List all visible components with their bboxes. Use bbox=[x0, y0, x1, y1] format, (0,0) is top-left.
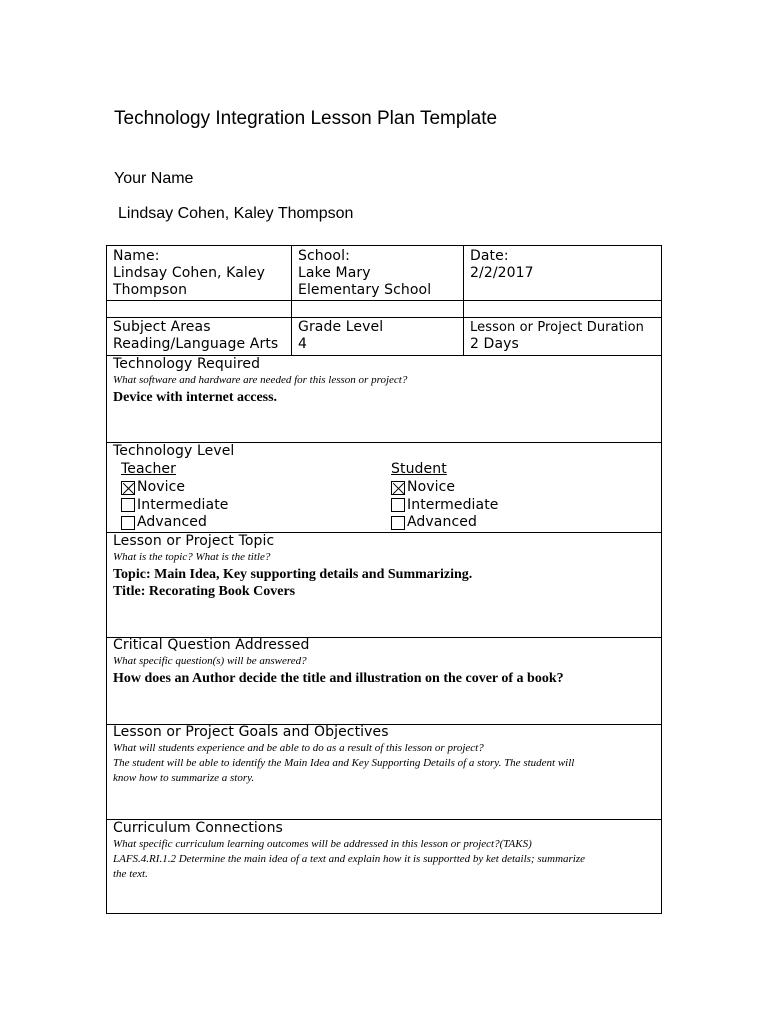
name-label: Name: bbox=[113, 248, 160, 264]
option-label: Advanced bbox=[407, 514, 477, 531]
curriculum-answer-line1: LAFS.4.RI.1.2 Determine the main idea of a text and explain how it is supportted by ket details; summarize bbox=[113, 853, 586, 865]
lesson-plan-table bbox=[106, 245, 662, 914]
curriculum-heading: Curriculum Connections bbox=[113, 820, 283, 836]
student-option-novice[interactable] bbox=[391, 479, 591, 497]
option-label: Intermediate bbox=[137, 496, 229, 513]
critical-question-section bbox=[113, 637, 658, 687]
name-value-line1: Lindsay Cohen, Kaley bbox=[113, 265, 265, 281]
checkbox-icon[interactable] bbox=[391, 498, 405, 512]
school-cell bbox=[298, 248, 460, 299]
teacher-label: Teacher bbox=[121, 461, 177, 477]
page-title: Technology Integration Lesson Plan Template bbox=[114, 108, 498, 129]
goals-answer-line1: The student will be able to identify the Main Idea and Key Supporting Details of a story. The student will bbox=[113, 757, 575, 769]
duration-cell bbox=[470, 319, 660, 353]
topic-section bbox=[113, 533, 653, 600]
teacher-option-advanced[interactable] bbox=[121, 514, 321, 532]
student-option-advanced[interactable] bbox=[391, 514, 591, 532]
goals-hint: What will students experience and be able to do as a result of this lesson or project? bbox=[113, 742, 484, 754]
student-option-intermediate[interactable] bbox=[391, 497, 591, 515]
subject-cell bbox=[113, 319, 289, 353]
subject-label: Subject Areas bbox=[113, 319, 211, 335]
technology-required-heading: Technology Required bbox=[113, 356, 261, 372]
date-label: Date: bbox=[470, 248, 509, 264]
curriculum-section bbox=[113, 820, 658, 882]
technology-level-section bbox=[113, 443, 653, 460]
technology-level-heading: Technology Level bbox=[113, 443, 235, 459]
curriculum-answer-line2: the text. bbox=[113, 868, 148, 880]
technology-required-hint: What software and hardware are needed for this lesson or project? bbox=[113, 374, 408, 386]
duration-label: Lesson or Project Duration bbox=[470, 320, 644, 335]
name-cell bbox=[113, 248, 288, 299]
critical-question-answer: How does an Author decide the title and illustration on the cover of a book? bbox=[113, 671, 564, 686]
option-label: Novice bbox=[407, 479, 456, 496]
name-value-line2: Thompson bbox=[113, 282, 188, 298]
student-level-group bbox=[391, 461, 591, 532]
date-cell bbox=[470, 248, 660, 282]
school-label: School: bbox=[298, 248, 350, 264]
topic-answer-line1: Topic: Main Idea, Key supporting details and Summarizing. bbox=[113, 567, 473, 582]
student-label: Student bbox=[391, 461, 447, 477]
goals-answer-line2: know how to summarize a story. bbox=[113, 772, 255, 784]
names-value: Lindsay Cohen, Kaley Thompson bbox=[118, 205, 354, 222]
teacher-option-intermediate[interactable] bbox=[121, 497, 321, 515]
checked-checkbox-icon[interactable] bbox=[121, 481, 135, 495]
topic-hint: What is the topic? What is the title? bbox=[113, 551, 271, 563]
subject-value: Reading/Language Arts bbox=[113, 336, 279, 352]
option-label: Advanced bbox=[137, 514, 207, 531]
school-value-line1: Lake Mary bbox=[298, 265, 371, 281]
goals-heading: Lesson or Project Goals and Objectives bbox=[113, 724, 389, 740]
duration-value: 2 Days bbox=[470, 336, 519, 352]
grade-label: Grade Level bbox=[298, 319, 384, 335]
technology-required-section bbox=[113, 356, 653, 406]
checkbox-icon[interactable] bbox=[121, 516, 135, 530]
option-label: Novice bbox=[137, 479, 186, 496]
teacher-option-novice[interactable] bbox=[121, 479, 321, 497]
column-divider bbox=[463, 246, 464, 355]
school-value-line2: Elementary School bbox=[298, 282, 432, 298]
teacher-level-group bbox=[121, 461, 321, 532]
grade-cell bbox=[298, 319, 460, 353]
column-divider bbox=[291, 246, 292, 355]
grade-value: 4 bbox=[298, 336, 308, 352]
critical-question-hint: What specific question(s) will be answered? bbox=[113, 655, 307, 667]
checked-checkbox-icon[interactable] bbox=[391, 481, 405, 495]
curriculum-hint: What specific curriculum learning outcomes will be addressed in this lesson or project?(TAKS) bbox=[113, 838, 532, 850]
topic-heading: Lesson or Project Topic bbox=[113, 533, 275, 549]
option-label: Intermediate bbox=[407, 496, 499, 513]
goals-section bbox=[113, 724, 658, 786]
topic-answer-line2: Title: Recorating Book Covers bbox=[113, 584, 296, 599]
row-divider bbox=[107, 317, 661, 318]
your-name-label: Your Name bbox=[114, 170, 194, 187]
date-value: 2/2/2017 bbox=[470, 265, 534, 281]
checkbox-icon[interactable] bbox=[121, 498, 135, 512]
technology-required-answer: Device with internet access. bbox=[113, 390, 278, 405]
row-divider bbox=[107, 300, 661, 301]
checkbox-icon[interactable] bbox=[391, 516, 405, 530]
critical-question-heading: Critical Question Addressed bbox=[113, 637, 310, 653]
